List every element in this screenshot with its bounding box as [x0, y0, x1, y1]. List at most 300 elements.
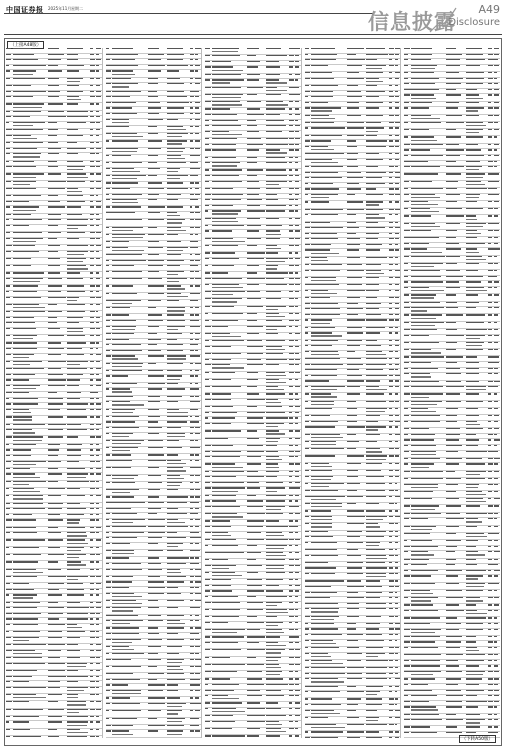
- table-cell: [205, 101, 212, 108]
- table-cell: [167, 270, 190, 277]
- table-cell: [106, 388, 113, 395]
- text-line: [247, 157, 257, 158]
- table-cell: [295, 456, 301, 463]
- table-row: [106, 140, 202, 147]
- table-cell: [112, 702, 147, 709]
- text-line: [195, 107, 199, 108]
- table-cell: [67, 153, 90, 160]
- text-line: [48, 444, 60, 445]
- table-cell: [247, 257, 266, 264]
- text-line: [96, 392, 99, 393]
- table-row: [6, 409, 102, 416]
- text-line: [106, 679, 110, 680]
- table-cell: [112, 568, 147, 575]
- text-line: [67, 54, 78, 55]
- text-line: [106, 666, 110, 667]
- text-line: [195, 666, 200, 667]
- text-line: [48, 161, 57, 162]
- text-line: [295, 144, 299, 145]
- text-line: [212, 284, 240, 285]
- text-line: [289, 346, 293, 347]
- table-cell: [112, 246, 147, 253]
- text-line: [6, 569, 12, 570]
- table-cell: [112, 460, 147, 467]
- text-line: [96, 576, 101, 577]
- text-line: [190, 260, 194, 261]
- table-cell: [106, 325, 113, 332]
- table-cell: [205, 386, 212, 393]
- text-line: [112, 344, 141, 345]
- table-cell: [205, 312, 212, 319]
- text-line: [67, 729, 80, 730]
- text-line: [266, 346, 282, 347]
- table-cell: [67, 187, 90, 194]
- table-row: [106, 460, 202, 467]
- text-line: [148, 401, 160, 402]
- text-line: [96, 265, 101, 266]
- text-line: [190, 581, 193, 582]
- text-line: [190, 563, 195, 564]
- table-cell: [212, 371, 247, 378]
- text-line: [190, 102, 193, 103]
- table-cell: [67, 265, 90, 272]
- text-line: [212, 199, 241, 200]
- text-line: [295, 258, 300, 259]
- text-line: [6, 103, 12, 104]
- text-line: [195, 653, 198, 654]
- text-line: [90, 85, 93, 86]
- text-line: [295, 456, 298, 457]
- text-line: [167, 358, 186, 359]
- text-line: [295, 471, 299, 472]
- text-line: [67, 607, 89, 608]
- table-cell: [148, 460, 167, 467]
- table-cell: [195, 408, 201, 415]
- table-cell: [205, 257, 212, 264]
- text-line: [205, 188, 209, 189]
- table-cell: [96, 173, 102, 180]
- text-line: [67, 214, 82, 215]
- text-line: [167, 482, 182, 483]
- text-line: [67, 219, 88, 220]
- text-line: [106, 489, 112, 490]
- text-line: [167, 409, 179, 410]
- text-line: [190, 175, 195, 176]
- text-line: [90, 78, 94, 79]
- text-line: [247, 423, 264, 424]
- text-line: [112, 314, 129, 315]
- text-line: [6, 663, 12, 664]
- text-line: [247, 359, 261, 360]
- masthead: [0, 0, 506, 36]
- text-line: [289, 476, 292, 477]
- table-cell: [13, 429, 48, 436]
- text-line: [13, 468, 30, 469]
- text-line: [112, 241, 129, 242]
- text-line: [167, 690, 178, 691]
- text-line: [13, 74, 33, 75]
- text-line: [13, 338, 34, 339]
- table-row: [106, 212, 202, 219]
- text-line: [247, 456, 261, 457]
- text-line: [195, 363, 200, 364]
- text-line: [295, 364, 299, 365]
- text-line: [90, 409, 94, 410]
- text-line: [167, 234, 178, 235]
- table-cell: [212, 423, 247, 430]
- text-line: [266, 471, 279, 472]
- text-line: [106, 70, 112, 71]
- text-line: [90, 663, 93, 664]
- text-line: [90, 285, 94, 286]
- text-line: [112, 227, 143, 228]
- text-line: [6, 232, 10, 233]
- text-line: [13, 116, 30, 117]
- text-line: [13, 576, 37, 577]
- text-line: [195, 593, 200, 594]
- text-line: [205, 101, 211, 102]
- table-cell: [67, 519, 90, 526]
- text-line: [195, 508, 199, 509]
- text-line: [67, 602, 80, 603]
- text-line: [48, 135, 57, 136]
- text-line: [212, 213, 238, 214]
- table-cell: [48, 153, 67, 160]
- table-cell: [148, 285, 167, 292]
- text-line: [6, 96, 11, 97]
- text-line: [96, 379, 101, 380]
- text-line: [148, 730, 158, 731]
- text-line: [6, 335, 10, 336]
- text-line: [106, 83, 111, 84]
- table-cell: [212, 180, 247, 187]
- table-cell: [67, 77, 90, 84]
- text-line: [212, 175, 239, 176]
- text-line: [195, 447, 200, 448]
- text-line: [90, 238, 95, 239]
- text-line: [167, 593, 181, 594]
- text-line: [190, 730, 194, 731]
- table-cell: [266, 463, 289, 470]
- text-line: [195, 581, 200, 582]
- table-row: [205, 364, 301, 371]
- table-row: [106, 518, 202, 525]
- text-line: [195, 646, 200, 647]
- text-line: [90, 103, 93, 104]
- text-line: [212, 162, 240, 163]
- text-line: [13, 503, 43, 504]
- text-line: [106, 587, 111, 588]
- table-row: [6, 693, 102, 700]
- text-line: [90, 403, 93, 404]
- table-cell: [6, 327, 13, 334]
- text-line: [195, 460, 198, 461]
- text-line: [295, 61, 299, 62]
- text-line: [195, 502, 199, 503]
- text-line: [148, 581, 164, 582]
- text-line: [266, 430, 279, 431]
- text-line: [289, 265, 293, 266]
- text-line: [96, 561, 99, 562]
- table-cell: [6, 335, 13, 342]
- text-line: [67, 297, 79, 298]
- text-line: [195, 725, 199, 726]
- text-line: [247, 101, 260, 102]
- text-line: [167, 725, 184, 726]
- table-cell: [67, 257, 90, 264]
- text-line: [148, 633, 160, 634]
- text-line: [13, 285, 38, 286]
- table-cell: [266, 430, 289, 437]
- text-line: [167, 513, 188, 514]
- text-line: [13, 70, 37, 71]
- text-line: [13, 539, 46, 540]
- text-line: [190, 194, 195, 195]
- text-line: [13, 547, 39, 548]
- text-line: [266, 402, 281, 403]
- text-line: [106, 615, 112, 616]
- text-line: [6, 48, 11, 49]
- text-line: [148, 227, 158, 228]
- text-line: [295, 120, 298, 121]
- text-line: [205, 157, 208, 158]
- text-line: [96, 644, 101, 645]
- text-line: [112, 718, 137, 719]
- text-line: [67, 681, 78, 682]
- text-line: [13, 265, 31, 266]
- text-line: [67, 251, 88, 252]
- text-line: [90, 637, 95, 638]
- text-line: [148, 593, 164, 594]
- table-row: [106, 592, 202, 599]
- text-line: [190, 107, 193, 108]
- table-row: [106, 362, 202, 369]
- text-line: [106, 718, 109, 719]
- text-line: [13, 354, 35, 355]
- text-line: [96, 278, 100, 279]
- table-cell: [48, 70, 67, 77]
- text-line: [190, 168, 195, 169]
- text-line: [195, 482, 199, 483]
- text-line: [48, 561, 58, 562]
- table-cell: [266, 423, 289, 430]
- text-line: [295, 162, 298, 163]
- text-line: [67, 245, 88, 246]
- text-line: [195, 440, 198, 441]
- text-line: [112, 271, 142, 272]
- text-line: [190, 326, 195, 327]
- text-line: [112, 404, 144, 405]
- text-line: [112, 363, 142, 364]
- text-line: [247, 476, 264, 477]
- text-line: [190, 576, 194, 577]
- text-line: [48, 258, 60, 259]
- text-line: [96, 681, 99, 682]
- text-line: [6, 436, 12, 437]
- text-line: [195, 627, 200, 628]
- text-line: [148, 293, 165, 294]
- text-line: [96, 311, 99, 312]
- text-line: [190, 212, 194, 213]
- text-line: [48, 607, 63, 608]
- table-cell: [167, 355, 190, 362]
- text-line: [48, 503, 63, 504]
- text-line: [167, 70, 180, 71]
- text-line: [247, 372, 258, 373]
- text-line: [295, 101, 299, 102]
- text-line: [167, 278, 188, 279]
- table-cell: [212, 237, 247, 244]
- text-line: [96, 618, 100, 619]
- table-cell: [67, 721, 90, 728]
- text-line: [266, 162, 286, 163]
- text-line: [13, 477, 41, 478]
- text-line: [67, 444, 81, 445]
- table-cell: [167, 447, 190, 454]
- table-cell: [167, 481, 190, 488]
- text-line: [13, 258, 31, 259]
- table-cell: [48, 257, 67, 264]
- text-line: [205, 482, 210, 483]
- text-line: [48, 514, 60, 515]
- text-line: [167, 250, 183, 251]
- table-row: [6, 416, 102, 423]
- text-line: [205, 138, 209, 139]
- table-row: [6, 460, 102, 467]
- text-line: [106, 350, 110, 351]
- text-line: [112, 320, 136, 321]
- table-cell: [106, 401, 113, 408]
- text-line: [13, 251, 39, 252]
- text-line: [90, 495, 93, 496]
- text-line: [190, 199, 195, 200]
- table-cell: [6, 473, 13, 480]
- text-line: [212, 438, 229, 439]
- table-cell: [48, 327, 67, 334]
- text-line: [195, 333, 200, 334]
- text-line: [205, 471, 209, 472]
- text-line: [106, 646, 111, 647]
- text-line: [289, 120, 294, 121]
- text-line: [205, 399, 211, 400]
- text-line: [148, 467, 159, 468]
- text-line: [167, 151, 183, 152]
- text-line: [90, 398, 94, 399]
- text-line: [90, 173, 94, 174]
- table-cell: [106, 355, 113, 362]
- text-line: [205, 194, 211, 195]
- text-line: [190, 427, 194, 428]
- text-line: [148, 703, 166, 704]
- text-line: [167, 96, 187, 97]
- text-line: [148, 679, 157, 680]
- text-line: [67, 322, 79, 323]
- table-row: [6, 473, 102, 480]
- text-line: [6, 716, 10, 717]
- text-line: [205, 313, 208, 314]
- table-row: [6, 436, 102, 443]
- table-cell: [112, 325, 147, 332]
- text-line: [212, 272, 228, 273]
- text-line: [148, 278, 163, 279]
- text-line: [148, 433, 159, 434]
- text-line: [195, 467, 200, 468]
- table-cell: [266, 437, 289, 444]
- text-line: [90, 514, 93, 515]
- table-cell: [6, 206, 13, 213]
- text-line: [295, 175, 299, 176]
- table-cell: [6, 701, 13, 708]
- text-line: [295, 386, 300, 387]
- table-row: [106, 388, 202, 395]
- text-line: [67, 364, 80, 365]
- table-cell: [48, 384, 67, 391]
- text-line: [266, 258, 288, 259]
- text-line: [6, 468, 10, 469]
- text-line: [212, 131, 229, 132]
- text-line: [247, 120, 256, 121]
- table-cell: [48, 546, 67, 553]
- text-line: [295, 87, 299, 88]
- text-line: [167, 212, 178, 213]
- text-line: [67, 278, 83, 279]
- text-line: [96, 709, 101, 710]
- text-line: [289, 284, 294, 285]
- table-cell: [167, 542, 190, 549]
- text-line: [48, 278, 62, 279]
- text-line: [96, 328, 101, 329]
- text-line: [205, 430, 210, 431]
- text-line: [13, 687, 46, 688]
- text-line: [190, 679, 195, 680]
- text-line: [96, 214, 100, 215]
- table-row: [6, 180, 102, 187]
- table-cell: [148, 199, 167, 206]
- text-line: [167, 713, 178, 714]
- text-line: [212, 120, 239, 121]
- text-line: [212, 134, 242, 135]
- table-cell: [106, 175, 113, 182]
- text-line: [247, 265, 259, 266]
- text-line: [90, 354, 93, 355]
- text-line: [48, 637, 62, 638]
- text-line: [167, 532, 178, 533]
- text-line: [205, 364, 211, 365]
- text-line: [106, 532, 109, 533]
- table-cell: [106, 666, 113, 673]
- table-cell: [106, 620, 113, 627]
- text-line: [48, 449, 59, 450]
- text-line: [205, 379, 209, 380]
- table-cell: [205, 399, 212, 406]
- text-line: [6, 729, 10, 730]
- text-line: [148, 107, 161, 108]
- table-cell: [247, 79, 266, 86]
- table-cell: [6, 546, 13, 553]
- text-line: [13, 232, 42, 233]
- text-line: [167, 496, 189, 497]
- table-cell: [167, 592, 190, 599]
- text-line: [112, 467, 130, 468]
- text-line: [67, 300, 77, 301]
- text-line: [13, 440, 42, 441]
- text-line: [289, 48, 294, 49]
- text-line: [6, 153, 10, 154]
- text-line: [48, 59, 61, 60]
- text-line: [167, 307, 185, 308]
- table-cell: [112, 70, 147, 77]
- text-line: [67, 385, 79, 386]
